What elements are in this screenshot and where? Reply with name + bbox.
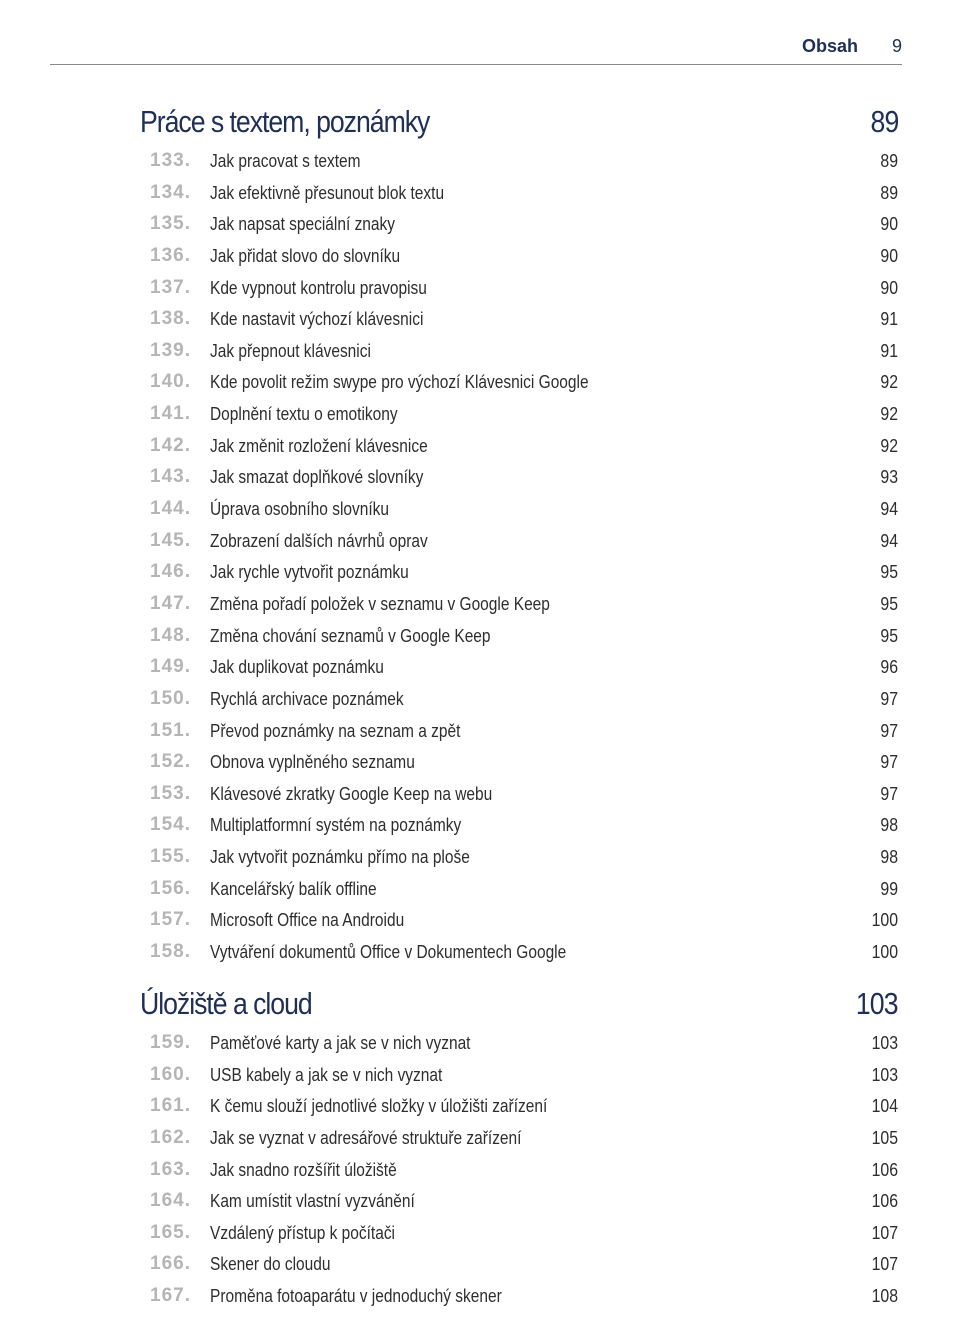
toc-entry bbox=[140, 1281, 898, 1313]
entry-title: Jak pracovat s textem bbox=[210, 151, 361, 171]
entry-title: Klávesové zkratky Google Keep na webu bbox=[210, 783, 493, 804]
toc-entry bbox=[140, 779, 898, 811]
entry-number: 147. bbox=[150, 592, 191, 614]
toc-entry bbox=[140, 842, 898, 874]
entry-number: 166. bbox=[150, 1253, 191, 1275]
entry-title: Kde vypnout kontrolu pravopisu bbox=[210, 277, 427, 298]
entry-page-number: 97 bbox=[880, 720, 898, 741]
entry-title: Převod poznámky na seznam a zpět bbox=[210, 720, 461, 741]
entry-number: 167. bbox=[150, 1285, 191, 1307]
entry-number: 162. bbox=[150, 1126, 191, 1148]
entry-page-number: 92 bbox=[880, 372, 898, 393]
entry-page-number: 92 bbox=[880, 435, 898, 456]
entry-title: Skener do cloudu bbox=[210, 1254, 331, 1275]
toc-entry bbox=[140, 1218, 898, 1250]
entry-page-number: 107 bbox=[871, 1254, 898, 1275]
entry-number: 158. bbox=[150, 941, 191, 963]
entry-page-number: 103 bbox=[871, 1033, 898, 1053]
toc-entry bbox=[140, 937, 898, 969]
entry-number: 145. bbox=[150, 529, 191, 551]
header-section-title: Obsah bbox=[801, 36, 858, 56]
entry-page-number: 93 bbox=[880, 467, 898, 488]
entry-number: 159. bbox=[150, 1032, 191, 1053]
entry-title: Obnova vyplněného seznamu bbox=[210, 752, 415, 773]
entry-title: Paměťové karty a jak se v nich vyznat bbox=[210, 1033, 471, 1053]
entry-page-number: 90 bbox=[880, 214, 898, 235]
entry-page-number: 94 bbox=[880, 499, 898, 520]
entry-number: 156. bbox=[150, 877, 191, 899]
entry-page-number: 103 bbox=[871, 1064, 898, 1085]
section-page-number: 103 bbox=[856, 986, 898, 1021]
toc-entry bbox=[140, 1060, 898, 1092]
entry-page-number: 105 bbox=[871, 1127, 898, 1148]
entry-title: Změna pořadí položek v seznamu v Google Keep bbox=[210, 593, 550, 614]
entry-page-number: 95 bbox=[880, 625, 898, 646]
entry-page-number: 90 bbox=[880, 277, 898, 298]
toc-entry bbox=[140, 399, 898, 431]
entry-title: Jak rychle vytvořit poznámku bbox=[210, 562, 409, 583]
entry-title: Vytváření dokumentů Office v Dokumentech Google bbox=[210, 942, 567, 963]
toc-entry bbox=[140, 273, 898, 305]
toc-entry bbox=[140, 1186, 898, 1218]
toc-entry bbox=[140, 494, 898, 526]
toc-section bbox=[140, 986, 898, 1313]
entry-number: 160. bbox=[150, 1063, 191, 1085]
toc-entry bbox=[140, 146, 898, 178]
entry-number: 154. bbox=[150, 814, 191, 836]
toc-entry bbox=[140, 874, 898, 906]
entry-page-number: 100 bbox=[871, 942, 898, 963]
entry-number: 140. bbox=[150, 371, 191, 393]
entry-page-number: 97 bbox=[880, 752, 898, 773]
entry-number: 153. bbox=[150, 782, 191, 804]
toc-entry bbox=[140, 716, 898, 748]
entry-page-number: 106 bbox=[871, 1191, 898, 1212]
entry-number: 135. bbox=[150, 213, 191, 235]
entry-number: 146. bbox=[150, 561, 191, 583]
entry-title: Jak snadno rozšířit úložiště bbox=[210, 1159, 397, 1180]
entry-title: Úprava osobního slovníku bbox=[210, 499, 389, 520]
entry-page-number: 108 bbox=[871, 1286, 898, 1307]
entry-page-number: 98 bbox=[880, 815, 898, 836]
toc-entry bbox=[140, 1028, 898, 1060]
entry-number: 143. bbox=[150, 466, 191, 488]
toc-entry bbox=[140, 367, 898, 399]
entry-title: Jak se vyznat v adresářové struktuře zařízení bbox=[210, 1127, 522, 1148]
entry-number: 164. bbox=[150, 1190, 191, 1212]
toc-entry bbox=[140, 905, 898, 937]
entry-title: Jak duplikovat poznámku bbox=[210, 657, 384, 678]
entry-number: 161. bbox=[150, 1095, 191, 1117]
entry-number: 136. bbox=[150, 244, 191, 266]
section-heading bbox=[140, 986, 898, 1028]
section-heading bbox=[140, 104, 898, 146]
entry-list bbox=[140, 146, 898, 969]
toc-entry bbox=[140, 557, 898, 589]
entry-number: 155. bbox=[150, 846, 191, 868]
entry-number: 165. bbox=[150, 1221, 191, 1243]
entry-title: Kancelářský balík offline bbox=[210, 878, 377, 899]
entry-title: Microsoft Office na Androidu bbox=[210, 910, 405, 931]
toc-entry bbox=[140, 178, 898, 210]
entry-number: 139. bbox=[150, 339, 191, 361]
toc-entry bbox=[140, 1123, 898, 1155]
entry-title: USB kabely a jak se v nich vyznat bbox=[210, 1064, 443, 1085]
toc-entry bbox=[140, 526, 898, 558]
entry-title: Multiplatformní systém na poznámky bbox=[210, 815, 462, 836]
entry-number: 163. bbox=[150, 1158, 191, 1180]
entry-page-number: 96 bbox=[880, 657, 898, 678]
entry-title: Jak přidat slovo do slovníku bbox=[210, 245, 401, 266]
entry-title: Jak smazat doplňkové slovníky bbox=[210, 467, 424, 488]
section-page-number: 89 bbox=[870, 104, 898, 139]
toc-entry bbox=[140, 1091, 898, 1123]
entry-number: 138. bbox=[150, 308, 191, 330]
entry-page-number: 92 bbox=[880, 404, 898, 425]
entry-page-number: 97 bbox=[880, 688, 898, 709]
entry-page-number: 91 bbox=[880, 340, 898, 361]
entry-title: Jak efektivně přesunout blok textu bbox=[210, 182, 445, 203]
entry-title: K čemu slouží jednotlivé složky v úložišti zařízení bbox=[210, 1096, 548, 1117]
entry-page-number: 97 bbox=[880, 783, 898, 804]
header-page-number: 9 bbox=[891, 36, 902, 56]
entry-number: 133. bbox=[150, 150, 191, 171]
entry-title: Jak napsat speciální znaky bbox=[210, 214, 396, 235]
entry-page-number: 100 bbox=[871, 910, 898, 931]
toc-entry bbox=[140, 621, 898, 653]
entry-number: 134. bbox=[150, 181, 191, 203]
entry-number: 149. bbox=[150, 656, 191, 678]
entry-title: Kde nastavit výchozí klávesnici bbox=[210, 309, 424, 330]
toc-entry bbox=[140, 1155, 898, 1187]
entry-page-number: 95 bbox=[880, 593, 898, 614]
entry-title: Proměna fotoaparátu v jednoduchý skener bbox=[210, 1286, 502, 1307]
entry-page-number: 91 bbox=[880, 309, 898, 330]
entry-number: 137. bbox=[150, 276, 191, 298]
toc-entry bbox=[140, 684, 898, 716]
entry-title: Doplnění textu o emotikony bbox=[210, 404, 398, 425]
section-title: Práce s textem, poznámky bbox=[140, 104, 430, 139]
entry-number: 144. bbox=[150, 498, 191, 520]
toc-entry bbox=[140, 652, 898, 684]
entry-title: Kde povolit režim swype pro výchozí Klávesnici Google bbox=[210, 372, 589, 393]
toc-entry bbox=[140, 810, 898, 842]
entry-page-number: 89 bbox=[880, 151, 898, 171]
toc-entry bbox=[140, 304, 898, 336]
entry-page-number: 106 bbox=[871, 1159, 898, 1180]
toc-entry bbox=[140, 336, 898, 368]
entry-number: 148. bbox=[150, 624, 191, 646]
entry-number: 142. bbox=[150, 434, 191, 456]
toc-entry bbox=[140, 1249, 898, 1281]
toc-section bbox=[140, 104, 898, 969]
entry-title: Kam umístit vlastní vyzvánění bbox=[210, 1191, 415, 1212]
entry-page-number: 98 bbox=[880, 847, 898, 868]
entry-number: 150. bbox=[150, 687, 191, 709]
page-header bbox=[50, 30, 902, 65]
entry-number: 152. bbox=[150, 751, 191, 773]
toc-entry bbox=[140, 209, 898, 241]
entry-list bbox=[140, 1028, 898, 1313]
entry-number: 157. bbox=[150, 909, 191, 931]
entry-title: Jak přepnout klávesnici bbox=[210, 340, 371, 361]
entry-title: Jak vytvořit poznámku přímo na ploše bbox=[210, 847, 470, 868]
entry-page-number: 90 bbox=[880, 245, 898, 266]
entry-page-number: 89 bbox=[880, 182, 898, 203]
entry-page-number: 94 bbox=[880, 530, 898, 551]
entry-page-number: 99 bbox=[880, 878, 898, 899]
entry-page-number: 104 bbox=[871, 1096, 898, 1117]
entry-number: 141. bbox=[150, 403, 191, 425]
entry-page-number: 95 bbox=[880, 562, 898, 583]
section-title: Úložiště a cloud bbox=[140, 986, 312, 1021]
entry-title: Rychlá archivace poznámek bbox=[210, 688, 404, 709]
entry-title: Zobrazení dalších návrhů oprav bbox=[210, 530, 428, 551]
entry-title: Jak změnit rozložení klávesnice bbox=[210, 435, 428, 456]
toc-entry bbox=[140, 431, 898, 463]
toc-entry bbox=[140, 589, 898, 621]
entry-title: Změna chování seznamů v Google Keep bbox=[210, 625, 491, 646]
entry-page-number: 107 bbox=[871, 1222, 898, 1243]
toc-entry bbox=[140, 241, 898, 273]
entry-title: Vzdálený přístup k počítači bbox=[210, 1222, 396, 1243]
entry-number: 151. bbox=[150, 719, 191, 741]
toc-entry bbox=[140, 462, 898, 494]
toc-entry bbox=[140, 747, 898, 779]
